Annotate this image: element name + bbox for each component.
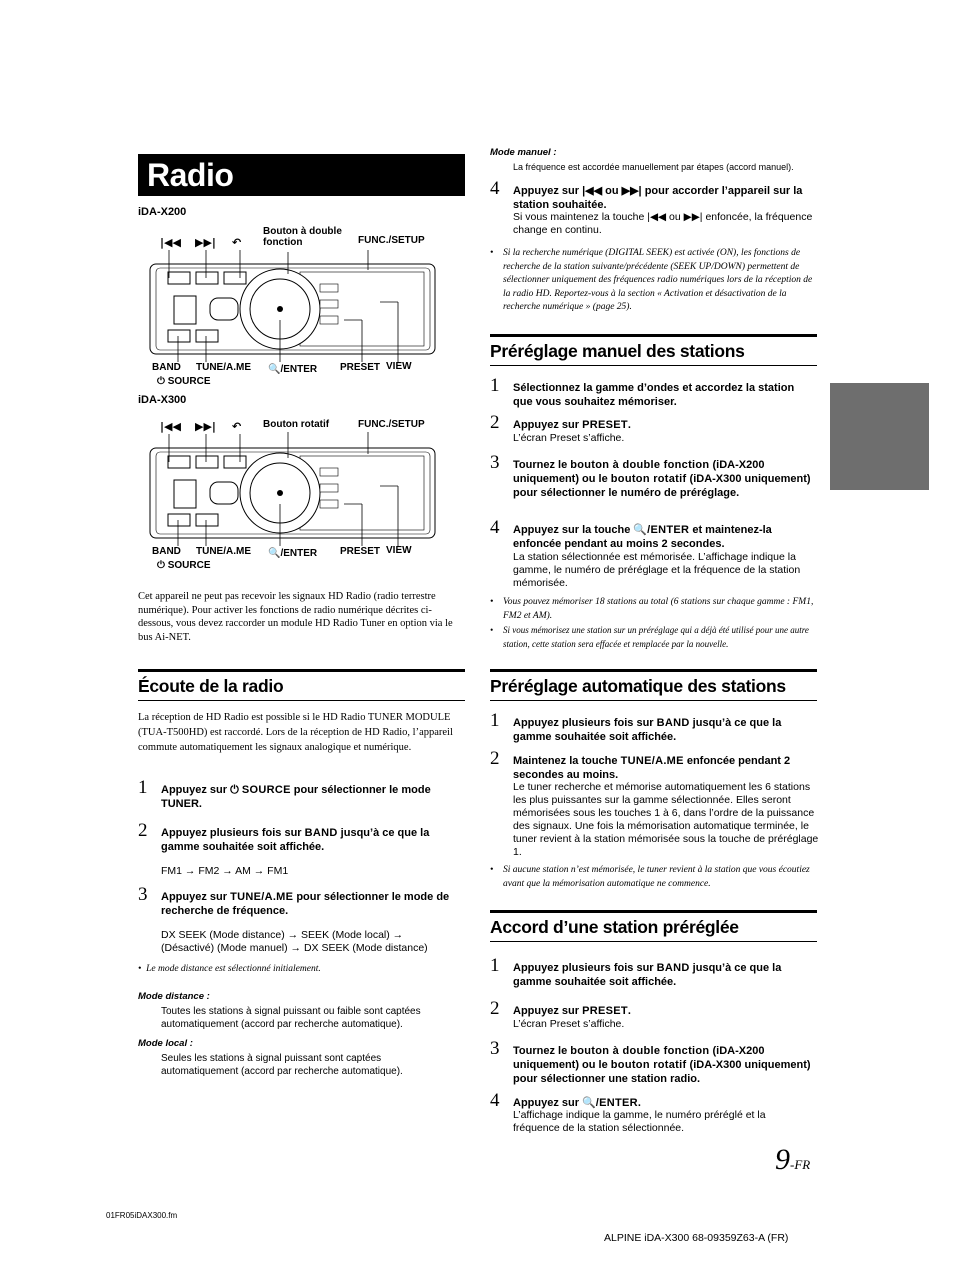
pa-step2-sub: Le tuner recherche et mémorise automatiquement les 6 stations les plus puissantes sur la gamme sélectionnée. Elles seront mémorisées sous les touches 1 à 6, dans l’ordre de la puissance des signaux. Une fois la mémorisation automatique terminée, le tuner revient à la station mémorisée sous la touche de préréglage 1. — [513, 781, 819, 858]
ac-step4-sub: L’affichage indique la gamme, le numéro préréglé et la fréquence de la station sélectionnée. — [513, 1109, 766, 1134]
return-icon: ↶ — [232, 420, 242, 433]
view-label: VIEW — [386, 545, 412, 556]
page-number: 9-FR — [775, 1143, 811, 1176]
func-setup-label: FUNC./SETUP — [358, 235, 425, 246]
mode-local-heading: Mode local : — [138, 1038, 193, 1049]
ac-step4: Appuyez sur 🔍/ENTER. — [513, 1097, 641, 1109]
model-label-x300: iDA-X300 — [138, 394, 187, 406]
chapter-tab — [830, 383, 929, 490]
next-track-icon: ▶▶| — [621, 185, 642, 197]
pm-step4-sub: La station sélectionnée est mémorisée. L’affichage indique la gamme, le numéro de préréglage et la fréquence de la station mémorisée. — [513, 551, 801, 589]
pm-step1: Sélectionnez la gamme d’ondes et accordez la station que vous souhaitez mémoriser. — [513, 382, 795, 408]
ecoute-step3: Appuyez sur TUNE/A.ME pour sélectionner le mode de recherche de fréquence. — [161, 891, 450, 917]
step-number: 1 — [490, 375, 500, 396]
search-icon: 🔍 — [633, 524, 648, 536]
intro-paragraph: Cet appareil ne peut pas recevoir les signaux HD Radio (radio terrestre numérique). Pour activer les fonctions de radio numérique décrites ci-dessous, vous devez raccorder un module HD Radio Tuner en option via le bus Ai-NET. — [138, 591, 453, 643]
enter-label: 🔍/ENTER — [268, 548, 318, 559]
step-number: 4 — [490, 178, 500, 199]
section-heading-prereglage-auto: Préréglage automatique des stations — [490, 669, 817, 701]
mode-distance-heading: Mode distance : — [138, 991, 210, 1002]
step-number: 4 — [490, 517, 500, 538]
func-setup-label: FUNC./SETUP — [358, 419, 425, 430]
manuel-step4-sub: Si vous maintenez la touche |◀◀ ou ▶▶| enfoncée, la fréquence change en continu. — [513, 211, 813, 236]
prev-track-icon: |◀◀ — [160, 420, 181, 433]
power-icon: ⏻ — [230, 784, 242, 796]
pm-note1: • Vous pouvez mémoriser 18 stations au total (6 stations sur chaque gamme : FM1, FM2 et AM). — [490, 597, 814, 621]
step-number: 2 — [138, 820, 148, 841]
tune-label: TUNE/A.ME — [196, 546, 251, 557]
source-label: ⏻ SOURCE — [157, 376, 211, 387]
step-number: 3 — [138, 884, 148, 905]
next-track-icon: ▶▶| — [683, 211, 703, 223]
prev-track-icon: |◀◀ — [582, 185, 603, 197]
view-label: VIEW — [386, 361, 412, 372]
pm-step4: Appuyez sur la touche 🔍/ENTER et maintenez-la enfoncée pendant au moins 2 secondes. — [513, 524, 772, 550]
footer-filename: 01FR05iDAX300.fm — [106, 1211, 178, 1220]
mode-local-text: Seules les stations à signal puissant sont captées automatiquement (accord par recherche automatique). — [161, 1053, 403, 1077]
section-heading-accord: Accord d’une station préréglée — [490, 910, 817, 942]
step-number: 2 — [490, 998, 500, 1019]
ecoute-paragraph: La réception de HD Radio est possible si le HD Radio TUNER MODULE (TUA-T500HD) est raccordé. Lors de la réception de HD Radio, l’appareil commute automatiquement les signaux analogique et numérique. — [138, 712, 453, 753]
next-track-icon: ▶▶| — [195, 420, 216, 433]
band-sequence: FM1 → FM2 → AM → FM1 — [161, 865, 289, 877]
seek-sequence: DX SEEK (Mode distance) → SEEK (Mode local) → (Désactivé) (Mode manuel) → DX SEEK (Mode distance) — [161, 929, 428, 954]
ecoute-note: • Le mode distance est sélectionné initialement. — [138, 964, 321, 974]
step-number: 1 — [138, 777, 148, 798]
mode-manuel-text: La fréquence est accordée manuellement par étapes (accord manuel). — [513, 162, 794, 172]
step-number: 2 — [490, 412, 500, 433]
ac-step3: Tournez le bouton à double fonction (iDA-X200 uniquement) ou le bouton rotatif (iDA-X300 uniquement) pour sélectionner une station radio. — [513, 1045, 811, 1085]
prev-track-icon: |◀◀ — [647, 211, 667, 223]
search-icon: 🔍 — [268, 548, 281, 559]
pa-step1: Appuyez plusieurs fois sur BAND jusqu’à ce que la gamme souhaitée soit affichée. — [513, 717, 782, 743]
mode-distance-text: Toutes les stations à signal puissant ou faible sont captées automatiquement (accord par recherche automatique). — [161, 1006, 421, 1030]
pa-step2: Maintenez la touche TUNE/A.ME enfoncée pendant 2 secondes au moins. — [513, 755, 791, 781]
enter-label: 🔍/ENTER — [268, 364, 318, 375]
pm-step3: Tournez le bouton à double fonction (iDA-X200 uniquement) ou le bouton rotatif (iDA-X300 uniquement) pour sélectionner le numéro de préréglage. — [513, 459, 811, 499]
step-number: 2 — [490, 748, 500, 769]
search-icon: 🔍 — [268, 364, 281, 375]
next-track-icon: ▶▶| — [195, 236, 216, 249]
power-icon: ⏻ — [157, 560, 165, 571]
model-label-x200: iDA-X200 — [138, 206, 187, 218]
search-icon: 🔍 — [582, 1097, 596, 1109]
step-number: 3 — [490, 1038, 500, 1059]
pm-step2: Appuyez sur PRESET. — [513, 419, 631, 431]
ac-step2-sub: L’écran Preset s’affiche. — [513, 1018, 625, 1030]
footer-reference: ALPINE iDA-X300 68-09359Z63-A (FR) — [604, 1232, 789, 1244]
step-number: 1 — [490, 955, 500, 976]
return-icon: ↶ — [232, 236, 242, 249]
ac-step1: Appuyez plusieurs fois sur BAND jusqu’à ce que la gamme souhaitée soit affichée. — [513, 962, 782, 988]
mode-manuel-heading: Mode manuel : — [490, 147, 557, 158]
manuel-note: • Si la recherche numérique (DIGITAL SEEK) est activée (ON), les fonctions de recherche de la station suivante/précédente (SEEK UP/DOWN) permettent de sélectionner uniquement des fréquences radio numériques lors de la réception de la radio HD. Reportez-vous à la section « Activation et désactivation de la recherche numérique » (page 25). — [490, 248, 813, 312]
pm-step2-sub: L’écran Preset s’affiche. — [513, 432, 625, 444]
pm-note2: • Si vous mémorisez une station sur un préréglage qui a déjà été utilisé pour une autre station, cette station sera effacée et remplacée par la nouvelle. — [490, 625, 809, 649]
ecoute-step1: Appuyez sur ⏻ SOURCE pour sélectionner le mode TUNER. — [161, 784, 431, 810]
ecoute-step2: Appuyez plusieurs fois sur BAND jusqu’à ce que la gamme souhaitée soit affichée. — [161, 827, 430, 853]
section-heading-ecoute: Écoute de la radio — [138, 669, 465, 701]
step-number: 1 — [490, 710, 500, 731]
power-icon: ⏻ — [157, 376, 165, 387]
manuel-step4: Appuyez sur |◀◀ ou ▶▶| pour accorder l’appareil sur la station souhaitée. — [513, 185, 803, 211]
tune-label: TUNE/A.ME — [196, 362, 251, 373]
page-title: Radio — [138, 154, 465, 196]
source-label: ⏻ SOURCE — [157, 560, 211, 571]
knob-label: Bouton rotatif — [263, 419, 330, 430]
band-label: BAND — [152, 362, 181, 373]
step-number: 4 — [490, 1090, 500, 1111]
pa-note: • Si aucune station n’est mémorisée, le tuner revient à la station que vous écoutiez avant que la mémorisation automatique ne commence. — [490, 865, 810, 889]
preset-label: PRESET — [340, 546, 381, 557]
section-heading-prereglage-manuel: Préréglage manuel des stations — [490, 334, 817, 366]
prev-track-icon: |◀◀ — [160, 236, 181, 249]
step-number: 3 — [490, 452, 500, 473]
ac-step2: Appuyez sur PRESET. — [513, 1005, 631, 1017]
knob-label: Bouton à double fonction — [263, 226, 342, 248]
band-label: BAND — [152, 546, 181, 557]
preset-label: PRESET — [340, 362, 381, 373]
